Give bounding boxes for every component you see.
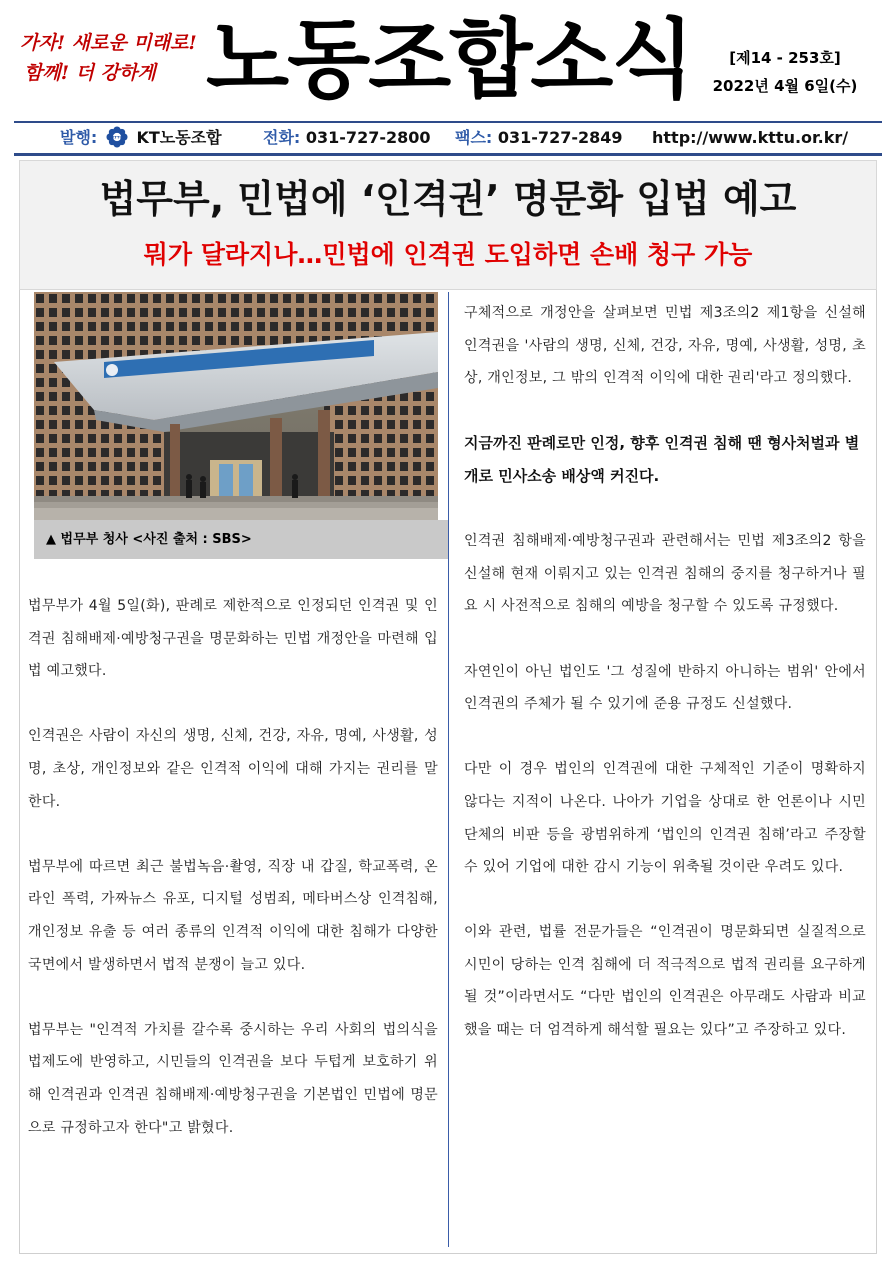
left-paragraph-2: 인격권은 사람이 자신의 생명, 신체, 건강, 자유, 명예, 사생활, 성명, 초상, 개인정보와 같은 인격적 이익에 대해 가지는 권리를 말한다.: [28, 728, 438, 810]
right-paragraph-5: 이와 관련, 법률 전문가들은 “인격권이 명문화되면 실질적으로 시민이 당하는 인격 침해에 더 적극적으로 법적 권리를 요구하게 될 것”이라면서도 “다만 법인의 인격권은 아무래도 사람과 비교했을 때는 더 엄격하게 해석할 필요는 있다”고 주장하고 있다.: [464, 924, 866, 1039]
masthead-top-rule: [14, 121, 882, 123]
fax-label: 팩스:: [455, 128, 493, 147]
masthead-bottom-rule: [14, 153, 882, 156]
left-paragraph-3: 법무부에 따르면 최근 불법녹음·촬영, 직장 내 갑질, 학교폭력, 온라인 폭력, 가짜뉴스 유포, 디지털 성범죄, 메타버스상 인격침해, 개인정보 유출 등 여러 종류의 인격적 이익에 대한 침해가 다양한 국면에서 발생하면서 법적 분쟁이 늘고 있다.: [28, 858, 438, 973]
column-divider: [448, 292, 449, 1247]
publisher-bar: [14, 124, 882, 152]
publisher-label: 발행:: [60, 128, 98, 147]
right-column: [464, 297, 866, 1047]
newsletter-title: 노동조합소식: [206, 10, 693, 110]
phone-label: 전화:: [263, 128, 301, 147]
issue-number: [제14 - 253호]: [729, 49, 841, 67]
fax-number: 031-727-2849: [497, 128, 623, 147]
svg-text:KTTU: KTTU: [111, 135, 123, 140]
article-subheadline: 뭐가 달라지나…민법에 인격권 도입하면 손배 청구 가능: [143, 240, 753, 269]
left-paragraph-4: 법무부는 "인격적 가치를 갈수록 중시하는 우리 사회의 법의식을 법제도에 반영하고, 시민들의 인격권을 보다 두텁게 보호하기 위해 인격권과 인격권 침해배제·예방청구권을 기본법인 민법에 명문으로 규정하고자 한다"고 밝혔다.: [28, 1021, 438, 1136]
photo-caption: [34, 520, 448, 559]
issue-info: [700, 44, 870, 100]
right-bold-subheading: 지금까진 판례로만 인정, 향후 인격권 침해 땐 형사처벌과 별개로 민사소송 배상액 커진다.: [464, 434, 860, 485]
publisher-name: KT노동조합: [136, 128, 222, 147]
right-paragraph-1: 구체적으로 개정안을 살펴보면 민법 제3조의2 제1항을 신설해 인격권을 '사람의 생명, 신체, 건강, 자유, 명예, 사생활, 성명, 초상, 개인정보, 그 밖의 인격적 이익에 대한 권리'라고 정의했다.: [464, 305, 866, 387]
masthead-slogan: [20, 28, 195, 88]
website-link[interactable]: http://www.kttu.or.kr/: [652, 128, 849, 147]
phone-number: 031-727-2800: [305, 128, 431, 147]
left-paragraph-1: 법무부가 4월 5일(화), 판례로 제한적으로 인정되던 인격권 및 인격권 침해배제·예방청구권을 명문화하는 민법 개정안을 마련해 입법 예고했다.: [28, 598, 438, 680]
left-column: [28, 590, 438, 1144]
building-illustration: [34, 292, 438, 520]
publisher-group: [60, 124, 222, 152]
photo-caption-text: ▲ 법무부 청사 <사진 출처 : SBS>: [46, 532, 252, 547]
slogan-line-1: 가자! 새로운 미래로!: [20, 32, 197, 54]
right-paragraph-4: 다만 이 경우 법인의 인격권에 대한 구체적인 기준이 명확하지 않다는 지적이 나온다. 나아가 기업을 상대로 한 언론이나 시민단체의 비판 등을 광범위하게 ‘법인의 인격권 침해’라고 주장할 수 있어 기업에 대한 감시 기능이 위축될 것이란 우려도 있다.: [464, 761, 866, 876]
issue-date: 2022년 4월 6일(수): [712, 77, 858, 95]
right-paragraph-3: 자연인이 아닌 법인도 '그 성질에 반하지 아니하는 범위' 안에서 인격권의 주체가 될 수 있기에 준용 규정도 신설했다.: [464, 663, 866, 713]
phone-group: [263, 124, 431, 152]
kttu-logo-icon: [106, 126, 128, 148]
right-paragraph-2: 인격권 침해배제·예방청구권과 관련해서는 민법 제3조의2 항을 신설해 현재 이뤄지고 있는 인격권 침해의 중지를 청구하거나 필요 시 사전적으로 침해의 예방을 청구할 수 있도록 규정했다.: [464, 533, 866, 615]
slogan-line-2: 함께! 더 강하게: [24, 62, 156, 84]
headline-box: [19, 160, 877, 290]
ministry-building-photo: [34, 292, 438, 520]
fax-group: [455, 124, 623, 152]
article-headline: 법무부, 민법에 ‘인격권’ 명문화 입법 예고: [99, 177, 797, 221]
